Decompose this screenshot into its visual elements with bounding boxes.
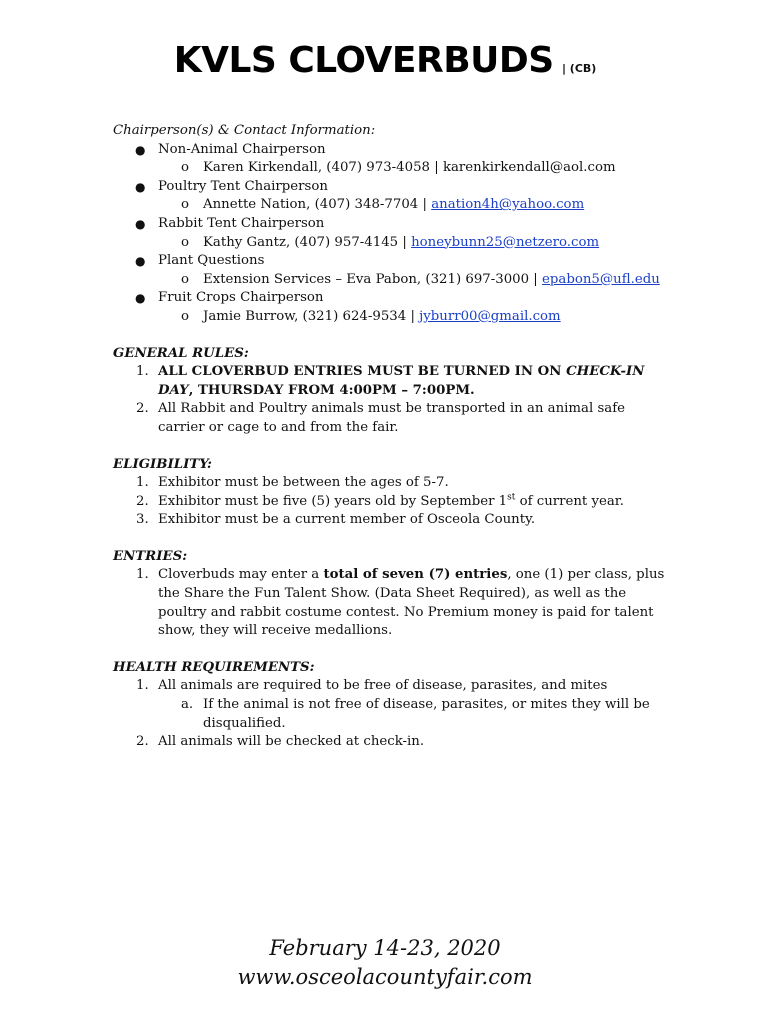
list-item bbox=[158, 696, 673, 733]
circle-bullet-icon: o bbox=[181, 160, 190, 176]
list-item bbox=[113, 178, 673, 215]
contact-role: Non-Animal Chairperson bbox=[158, 141, 326, 157]
circle-bullet-icon: o bbox=[181, 234, 190, 250]
general-rules-heading: GENERAL RULES: bbox=[113, 345, 249, 361]
list-item bbox=[158, 159, 673, 178]
eligibility-heading: ELIGIBILITY: bbox=[113, 456, 212, 472]
footer-website: www.osceolacountyfair.com bbox=[237, 965, 533, 989]
title-main: KVLS CLOVERBUDS bbox=[173, 40, 554, 81]
list-item bbox=[113, 493, 673, 512]
bullet-icon: ● bbox=[135, 142, 146, 157]
list-item bbox=[113, 363, 673, 400]
ordinal-suffix: st bbox=[507, 492, 516, 503]
bullet-icon: ● bbox=[135, 254, 146, 269]
eligibility-list bbox=[113, 474, 673, 530]
entries-section bbox=[113, 548, 673, 641]
circle-bullet-icon: o bbox=[181, 308, 190, 324]
email-link[interactable]: anation4h@yahoo.com bbox=[431, 197, 585, 213]
list-item bbox=[113, 733, 673, 752]
health-text: All animals will be checked at check-in. bbox=[158, 734, 425, 750]
contact-role: Fruit Crops Chairperson bbox=[158, 290, 324, 306]
item-number: 1. bbox=[136, 364, 149, 380]
eligibility-text: of current year. bbox=[515, 493, 624, 509]
health-sublist bbox=[158, 696, 673, 733]
contact-detail: Extension Services – Eva Pabon, (321) 697-3000 | bbox=[203, 271, 543, 287]
email-link[interactable]: epabon5@ufl.edu bbox=[542, 271, 660, 287]
rule-emphasis: CHECK-IN DAY bbox=[158, 364, 645, 398]
email-link[interactable]: honeybunn25@netzero.com bbox=[411, 234, 600, 250]
eligibility-text: Exhibitor must be a current member of Osceola County. bbox=[158, 512, 536, 528]
list-item bbox=[113, 252, 673, 289]
bullet-icon: ● bbox=[135, 216, 146, 231]
general-rules-list bbox=[113, 363, 673, 437]
email-link[interactable]: jyburr00@gmail.com bbox=[419, 308, 561, 324]
health-heading: HEALTH REQUIREMENTS: bbox=[113, 659, 315, 675]
item-number: 1. bbox=[136, 678, 149, 694]
eligibility-text: Exhibitor must be between the ages of 5-7. bbox=[158, 475, 449, 491]
item-number: 1. bbox=[136, 475, 149, 491]
contact-detail: Karen Kirkendall, (407) 973-4058 | bbox=[203, 160, 443, 176]
contacts-section bbox=[113, 122, 673, 327]
contact-role: Rabbit Tent Chairperson bbox=[158, 215, 325, 231]
contact-detail: Annette Nation, (407) 348-7704 | bbox=[203, 197, 432, 213]
entries-text: , one (1) per class, plus the Share the Fun Talent Show. (Data Sheet Required), as well as the poultry and rabbit costume contest. No Premium money is paid for talent show, they will receive medallions. bbox=[158, 567, 665, 639]
health-text: All animals are required to be free of disease, parasites, and mites bbox=[158, 678, 608, 694]
item-letter: a. bbox=[181, 697, 194, 713]
list-item bbox=[113, 474, 673, 493]
contact-detail: Jamie Burrow, (321) 624-9534 | bbox=[203, 308, 420, 324]
entries-emphasis: total of seven (7) entries bbox=[323, 567, 508, 583]
list-item bbox=[158, 308, 673, 327]
title-tag: | (CB) bbox=[561, 62, 597, 75]
list-item bbox=[158, 196, 673, 215]
item-number: 2. bbox=[136, 493, 149, 509]
entries-heading: ENTRIES: bbox=[113, 548, 188, 564]
eligibility-section bbox=[113, 456, 673, 530]
general-rules-section bbox=[113, 345, 673, 438]
entries-text: Cloverbuds may enter a bbox=[158, 567, 324, 583]
item-number: 1. bbox=[136, 567, 149, 583]
list-item bbox=[113, 215, 673, 252]
contact-role: Plant Questions bbox=[158, 253, 265, 269]
list-item bbox=[158, 271, 673, 290]
footer-date: February 14-23, 2020 bbox=[269, 936, 501, 960]
contact-email: karenkirkendall@aol.com bbox=[442, 160, 616, 176]
list-item bbox=[113, 511, 673, 530]
eligibility-text: Exhibitor must be five (5) years old by September 1 bbox=[158, 493, 508, 509]
list-item bbox=[113, 141, 673, 178]
health-section bbox=[113, 659, 673, 752]
health-list bbox=[113, 677, 673, 751]
health-subtext: If the animal is not free of disease, parasites, or mites they will be disqualified. bbox=[203, 697, 650, 731]
rule-text: All Rabbit and Poultry animals must be transported in an animal safe carrier or cage to and from the fair. bbox=[158, 401, 625, 435]
document-content bbox=[113, 122, 673, 770]
list-item bbox=[113, 400, 673, 437]
bullet-icon: ● bbox=[135, 291, 146, 306]
rule-text: , THURSDAY FROM 4:00PM – 7:00PM. bbox=[188, 382, 475, 398]
bullet-icon: ● bbox=[135, 179, 146, 194]
list-item bbox=[158, 234, 673, 253]
contacts-heading: Chairperson(s) & Contact Information: bbox=[113, 123, 376, 138]
contact-role: Poultry Tent Chairperson bbox=[158, 178, 328, 194]
contacts-list bbox=[113, 141, 673, 327]
entries-list bbox=[113, 566, 673, 640]
item-number: 3. bbox=[136, 512, 149, 528]
list-item bbox=[113, 677, 673, 733]
circle-bullet-icon: o bbox=[181, 197, 190, 213]
page-title bbox=[0, 40, 770, 81]
item-number: 2. bbox=[136, 401, 149, 417]
item-number: 2. bbox=[136, 734, 149, 750]
circle-bullet-icon: o bbox=[181, 271, 190, 287]
rule-text: ALL CLOVERBUD ENTRIES MUST BE TURNED IN ON bbox=[158, 364, 567, 380]
list-item bbox=[113, 289, 673, 326]
list-item bbox=[113, 566, 673, 640]
contact-detail: Kathy Gantz, (407) 957-4145 | bbox=[203, 234, 412, 250]
